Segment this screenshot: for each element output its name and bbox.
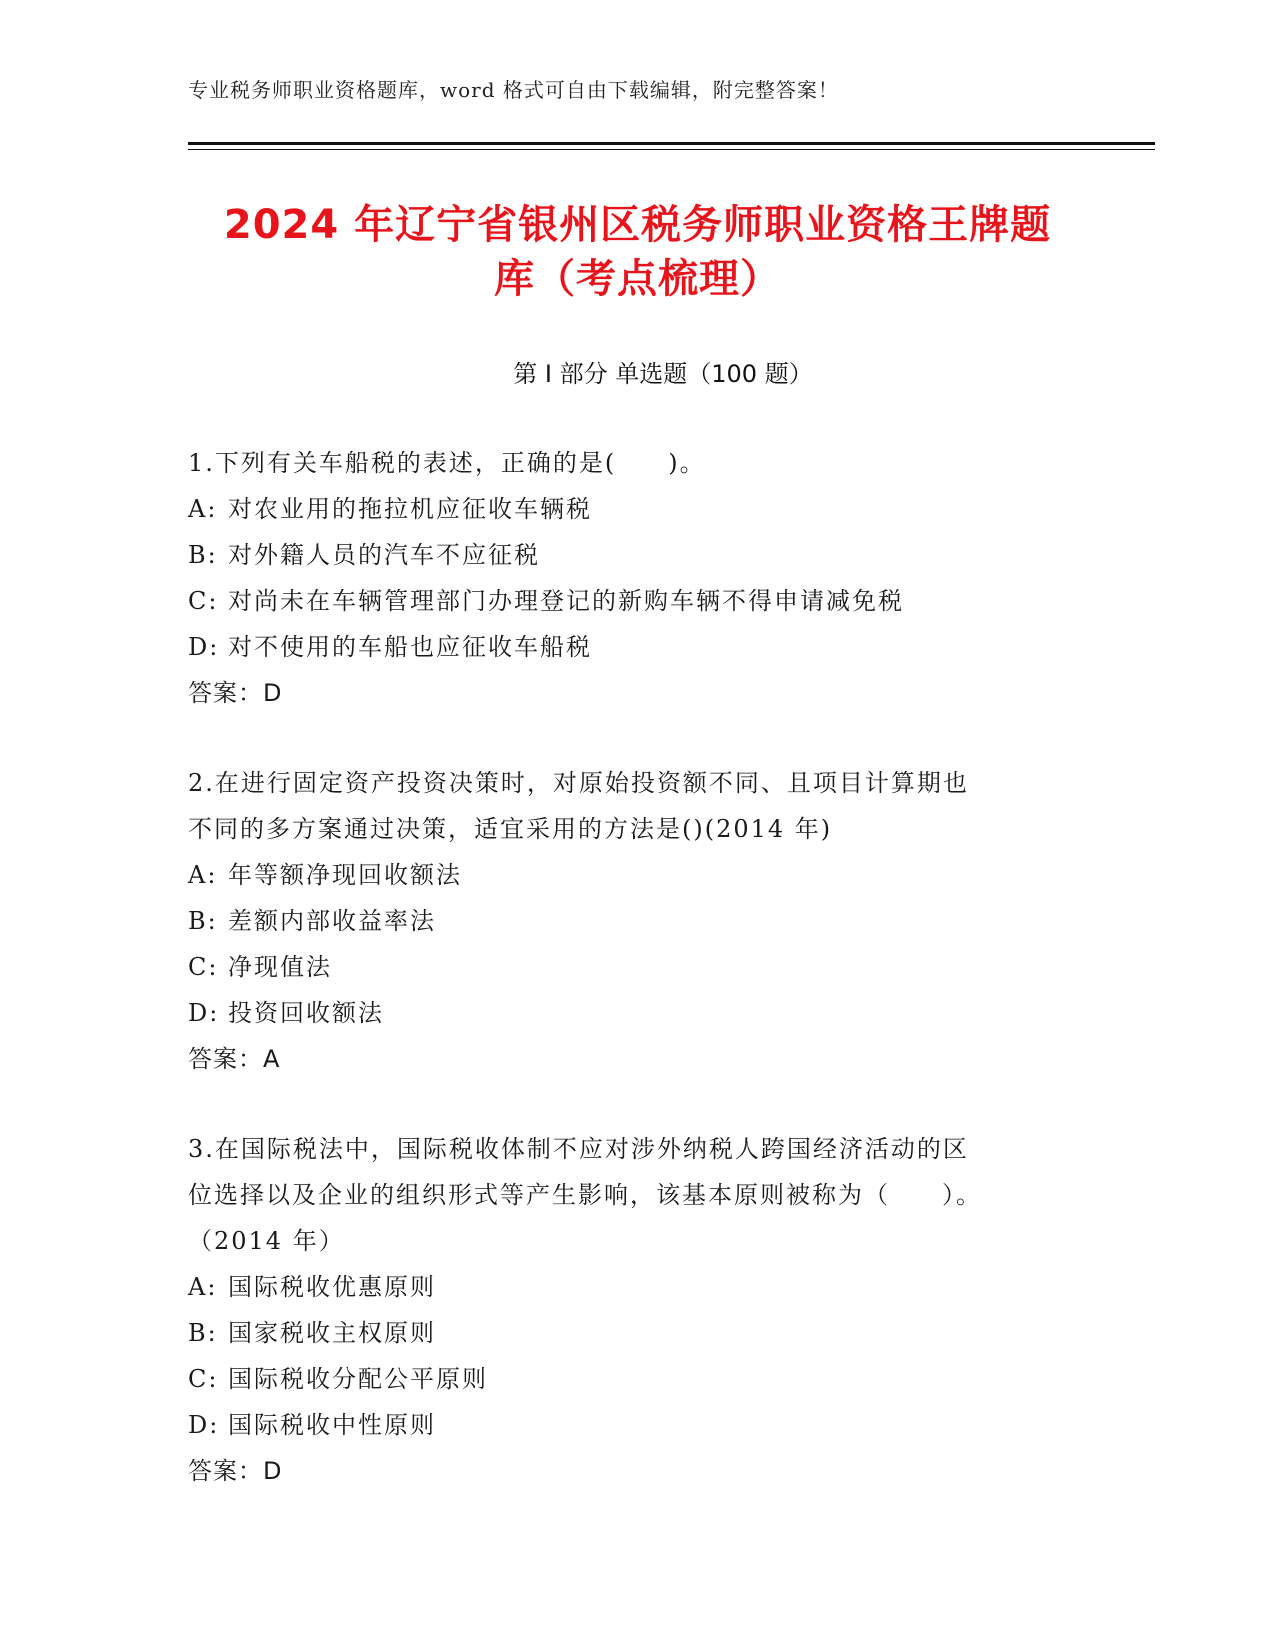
option-key: C: <box>188 1365 219 1393</box>
option-a <box>188 852 1068 898</box>
document-title-line1: 2024 年辽宁省银州区税务师职业资格王牌题 <box>223 202 1052 248</box>
option-b <box>188 898 1068 944</box>
document-title-line2: 库（考点梳理） <box>494 256 781 302</box>
header-note: 专业税务师职业资格题库，word 格式可自由下载编辑，附完整答案！ <box>188 78 839 102</box>
option-key: D: <box>188 1411 220 1439</box>
option-text: 对农业用的拖拉机应征收车辆税 <box>228 495 592 523</box>
option-text: 国际税收分配公平原则 <box>228 1365 488 1393</box>
header-rule-thick <box>188 142 1155 145</box>
option-key: D: <box>188 633 220 661</box>
option-key: A: <box>188 495 218 523</box>
question-stem-line: （2014 年） <box>188 1227 345 1255</box>
question-list <box>188 440 1068 1538</box>
option-c <box>188 578 1068 624</box>
option-text: 投资回收额法 <box>228 999 384 1027</box>
option-c <box>188 944 1068 990</box>
option-key: B: <box>188 1319 218 1347</box>
option-a <box>188 486 1068 532</box>
option-text: 差额内部收益率法 <box>228 907 436 935</box>
option-text: 国际税收优惠原则 <box>228 1273 436 1301</box>
question-stem-line: 1.下列有关车船税的表述，正确的是( )。 <box>188 449 706 477</box>
option-text: 对外籍人员的汽车不应征税 <box>228 541 540 569</box>
question-1 <box>188 440 1068 716</box>
option-text: 国际税收中性原则 <box>228 1411 436 1439</box>
question-3 <box>188 1126 1068 1494</box>
option-key: B: <box>188 541 218 569</box>
option-text: 年等额净现回收额法 <box>228 861 462 889</box>
question-stem-line: 位选择以及企业的组织形式等产生影响，该基本原则被称为（ ）。 <box>188 1181 982 1209</box>
option-d <box>188 1402 1068 1448</box>
header-rule-thin <box>188 149 1155 150</box>
option-text: 国家税收主权原则 <box>228 1319 436 1347</box>
option-key: B: <box>188 907 218 935</box>
option-text: 对不使用的车船也应征收车船税 <box>228 633 592 661</box>
option-key: C: <box>188 587 219 615</box>
option-key: A: <box>188 861 218 889</box>
answer: 答案：D <box>188 1457 283 1485</box>
question-2 <box>188 760 1068 1082</box>
answer: 答案：D <box>188 679 283 707</box>
option-key: D: <box>188 999 220 1027</box>
section-heading: 第 I 部分 单选题（100 题） <box>513 360 813 388</box>
question-stem-line: 3.在国际税法中，国际税收体制不应对涉外纳税人跨国经济活动的区 <box>188 1135 969 1163</box>
answer: 答案：A <box>188 1045 281 1073</box>
option-c <box>188 1356 1068 1402</box>
question-stem-line: 不同的多方案通过决策，适宜采用的方法是()(2014 年) <box>188 815 833 843</box>
option-text: 对尚未在车辆管理部门办理登记的新购车辆不得申请减免税 <box>228 587 904 615</box>
option-a <box>188 1264 1068 1310</box>
option-b <box>188 1310 1068 1356</box>
question-stem-line: 2.在进行固定资产投资决策时，对原始投资额不同、且项目计算期也 <box>188 769 969 797</box>
option-key: A: <box>188 1273 218 1301</box>
option-d <box>188 990 1068 1036</box>
option-key: C: <box>188 953 219 981</box>
option-text: 净现值法 <box>228 953 332 981</box>
option-b <box>188 532 1068 578</box>
document-title <box>150 198 1125 306</box>
option-d <box>188 624 1068 670</box>
